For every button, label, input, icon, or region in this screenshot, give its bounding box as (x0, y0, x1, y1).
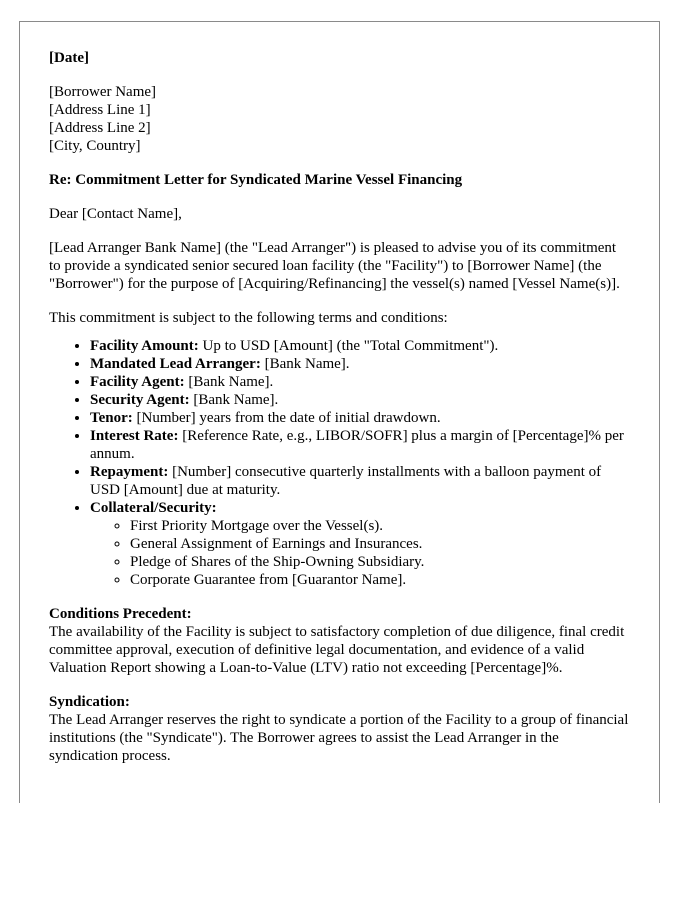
terms-intro: This commitment is subject to the following terms and conditions: (49, 310, 448, 326)
term-text: [Bank Name]. (184, 374, 274, 390)
term-text: [Number] years from the date of initial drawdown. (132, 410, 441, 426)
term-label: Interest Rate: (90, 428, 179, 444)
intro-paragraph: [Lead Arranger Bank Name] (the "Lead Arranger") is pleased to advise you of its commitment to provide a syndicated senior secured loan facility (the "Facility") to [Borrower Name] (the "Borrower") for the purpose of [Acquiring/Refinancing] the vessel(s) named [Vessel Name(s)]. (49, 240, 620, 292)
term-label: Facility Amount: (90, 338, 199, 354)
term-label: Mandated Lead Arranger: (90, 356, 261, 372)
collateral-item: ◦ General Assignment of Earnings and Insurances. (130, 535, 630, 553)
term-text: Up to USD [Amount] (the "Total Commitment"). (198, 338, 499, 354)
salutation: Dear [Contact Name], (49, 206, 182, 222)
letter-date: [Date] (49, 50, 89, 66)
term-text: [Bank Name]. (260, 356, 350, 372)
syndication-text: The Lead Arranger reserves the right to syndicate a portion of the Facility to a group of financial institutions (the "Syndicate"). The Borrower agrees to assist the Lead Arranger in the syndication process. (49, 712, 629, 764)
recipient-address (49, 83, 630, 155)
term-label: Security Agent: (90, 392, 190, 408)
term-label: Collateral/Security: (90, 500, 217, 516)
term-label: Repayment: (90, 464, 169, 480)
term-item-collateral (90, 499, 630, 589)
term-label: Facility Agent: (90, 374, 185, 390)
subject-line: Re: Commitment Letter for Syndicated Marine Vessel Financing (49, 172, 463, 188)
terms-list (49, 337, 630, 589)
letter-page (19, 21, 660, 803)
collateral-list (90, 517, 630, 589)
term-item (90, 409, 630, 427)
conditions-section (49, 605, 630, 677)
collateral-item: ◦ Pledge of Shares of the Ship-Owning Subsidiary. (130, 553, 630, 571)
recipient-city: [City, Country] (49, 138, 141, 154)
term-item (90, 355, 630, 373)
term-item (90, 463, 630, 499)
syndication-heading: Syndication: (49, 694, 130, 710)
term-item (90, 337, 630, 355)
recipient-name: [Borrower Name] (49, 84, 157, 100)
term-item (90, 427, 630, 463)
conditions-heading: Conditions Precedent: (49, 606, 192, 622)
recipient-address-line-2: [Address Line 2] (49, 120, 151, 136)
syndication-section (49, 693, 630, 765)
term-text: [Number] consecutive quarterly installments with a balloon payment of USD [Amount] due at maturity. (90, 464, 602, 498)
collateral-item: ◦ Corporate Guarantee from [Guarantor Name]. (130, 571, 630, 589)
term-item (90, 373, 630, 391)
term-text: [Bank Name]. (189, 392, 279, 408)
term-text: [Reference Rate, e.g., LIBOR/SOFR] plus a margin of [Percentage]% per annum. (90, 428, 624, 462)
recipient-address-line-1: [Address Line 1] (49, 102, 151, 118)
term-item (90, 391, 630, 409)
term-label: Tenor: (90, 410, 133, 426)
collateral-item: ◦ First Priority Mortgage over the Vessel(s). (130, 517, 630, 535)
conditions-text: The availability of the Facility is subject to satisfactory completion of due diligence, final credit committee approval, execution of definitive legal documentation, and evidence of a valid Valuation Report showing a Loan-to-Value (LTV) ratio not exceeding [Percentage]%. (49, 624, 625, 676)
